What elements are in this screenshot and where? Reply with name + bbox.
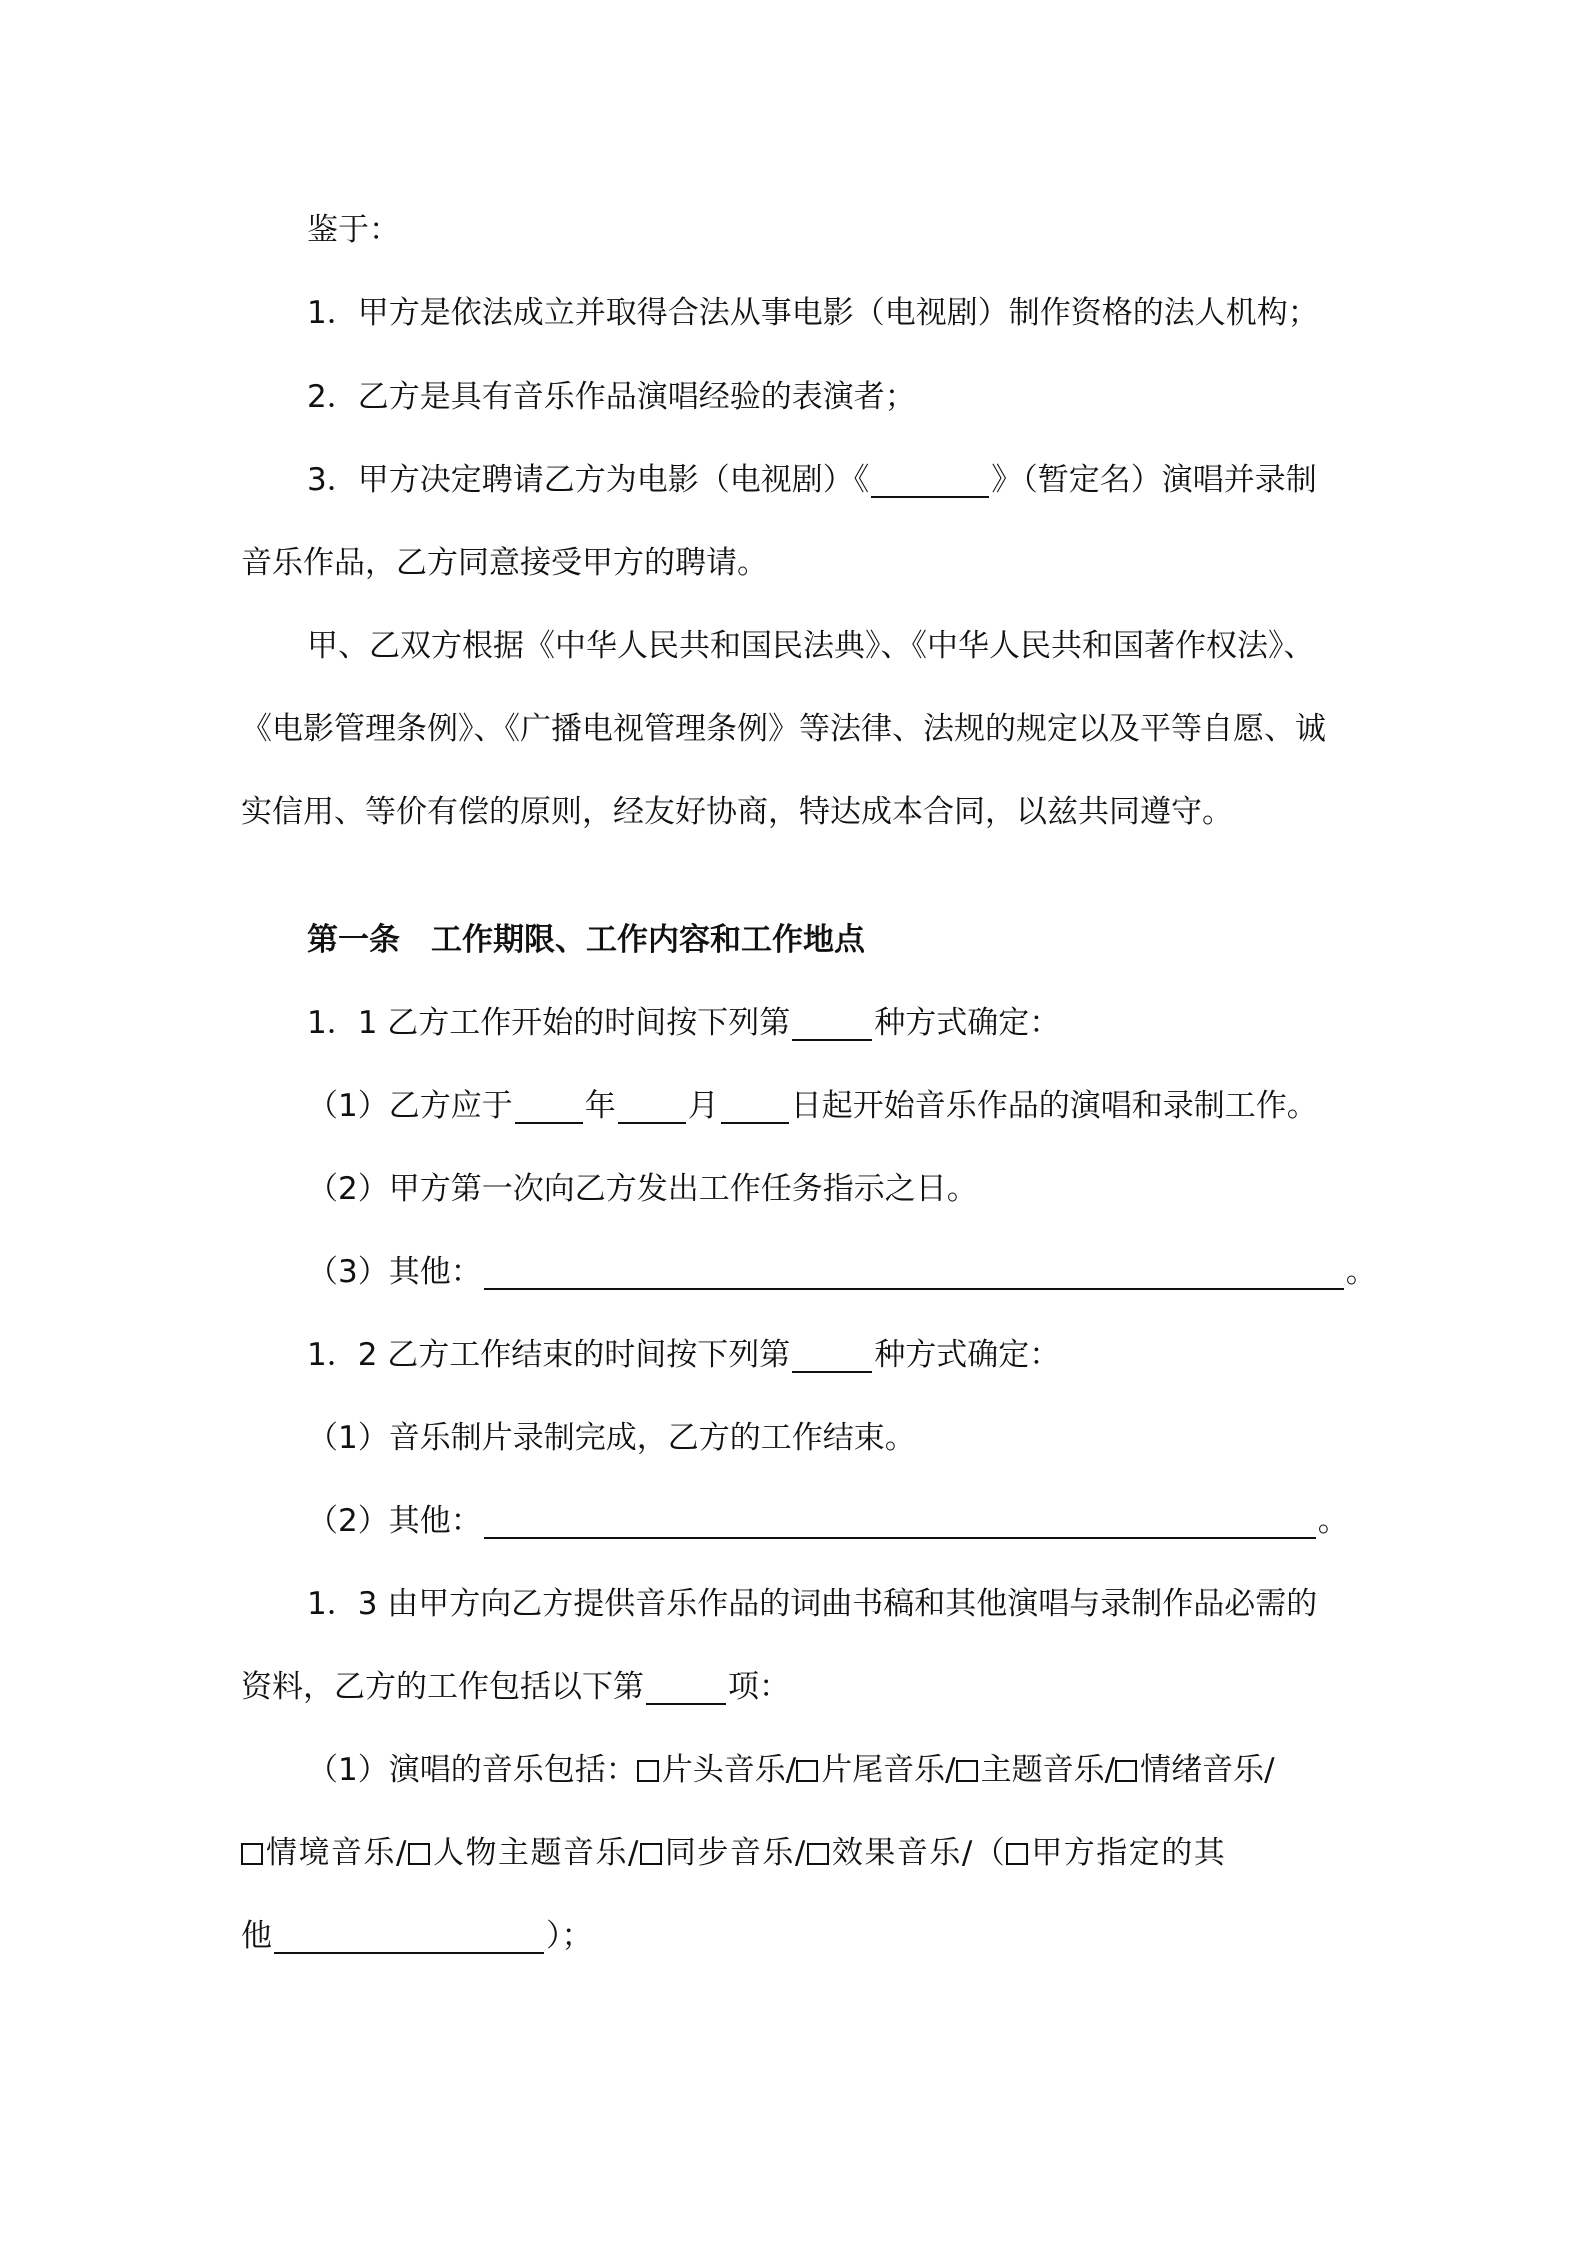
clause-1-3-line-2 (241, 1665, 1361, 1709)
clause-1-3-text-a: 资料，乙方的工作包括以下第 (241, 1669, 644, 1705)
character-theme-checkbox[interactable] (408, 1843, 430, 1865)
basis-line-3: 实信用、等价有偿的原则，经友好协商，特达成本合同，以兹共同遵守。 (241, 794, 1233, 830)
end-other-blank[interactable] (484, 1501, 1316, 1539)
music-types-line-1 (307, 1748, 1367, 1792)
mood-music-checkbox[interactable] (1115, 1760, 1137, 1782)
closing-paren: ）； (546, 1918, 593, 1954)
end-option-2 (307, 1499, 1367, 1543)
other-designated-checkbox[interactable] (1006, 1843, 1028, 1865)
whereas-heading: 鉴于： (307, 212, 400, 248)
music-types-line-2 (241, 1831, 1361, 1875)
recital-3-text-a: 3．甲方决定聘请乙方为电影（电视剧）《 (307, 462, 870, 498)
start-option-1-text-a: （1）乙方应于 (307, 1088, 513, 1124)
effect-music-label: 效果音乐/（ (831, 1835, 1007, 1871)
recital-1: 1．甲方是依法成立并取得合法从事电影（电视剧）制作资格的法人机构； (307, 295, 1319, 331)
start-option-1-text-b: 日起开始音乐作品的演唱和录制工作。 (790, 1088, 1318, 1124)
work-items-blank[interactable] (646, 1667, 726, 1705)
sync-music-label: 同步音乐/ (664, 1835, 807, 1871)
opening-music-label: 片头音乐/ (661, 1752, 797, 1788)
film-title-blank[interactable] (871, 460, 989, 498)
start-day-blank[interactable] (721, 1086, 789, 1124)
clause-1-2-text-b: 种方式确定： (874, 1337, 1061, 1373)
other-text: 他 (241, 1918, 272, 1954)
effect-music-checkbox[interactable] (807, 1843, 829, 1865)
start-month-blank[interactable] (618, 1086, 686, 1124)
month-label: 月 (687, 1088, 719, 1124)
ending-music-label: 片尾音乐/ (821, 1752, 956, 1788)
end-option-2-label: （2）其他： (307, 1503, 482, 1539)
clause-1-1 (307, 1001, 1367, 1045)
year-label: 年 (584, 1088, 616, 1124)
end-option-1: （1）音乐制片录制完成，乙方的工作结束。 (307, 1420, 916, 1456)
start-method-blank[interactable] (792, 1003, 872, 1041)
recital-3-line-1 (307, 458, 1367, 502)
start-other-blank[interactable] (484, 1252, 1344, 1290)
start-year-blank[interactable] (515, 1086, 583, 1124)
theme-music-checkbox[interactable] (956, 1760, 978, 1782)
character-theme-label: 人物主题音乐/ (432, 1835, 640, 1871)
end-option-2-period: 。 (1317, 1503, 1349, 1539)
other-designated-label: 甲方指定的其 (1031, 1835, 1227, 1871)
start-option-3-label: （3）其他： (307, 1254, 482, 1290)
end-method-blank[interactable] (792, 1335, 872, 1373)
recital-2: 2．乙方是具有音乐作品演唱经验的表演者； (307, 379, 916, 415)
clause-1-2 (307, 1333, 1367, 1377)
clause-1-3-text-b: 项： (728, 1669, 790, 1705)
clause-1-1-text-a: 1．1 乙方工作开始的时间按下列第 (307, 1005, 791, 1041)
mood-music-label: 情绪音乐/ (1140, 1752, 1275, 1788)
clause-1-2-text-a: 1．2 乙方工作结束的时间按下列第 (307, 1337, 791, 1373)
basis-line-2: 《电影管理条例》、《广播电视管理条例》等法律、法规的规定以及平等自愿、诚 (241, 711, 1326, 747)
recital-3-text-b: 》（暂定名）演唱并录制 (991, 462, 1317, 498)
music-types-label: （1）演唱的音乐包括： (307, 1752, 637, 1788)
other-music-blank[interactable] (274, 1916, 544, 1954)
opening-music-checkbox[interactable] (637, 1760, 659, 1782)
clause-1-3-line-1: 1．3 由甲方向乙方提供音乐作品的词曲书稿和其他演唱与录制作品必需的 (307, 1586, 1318, 1622)
music-types-line-3 (241, 1914, 1361, 1958)
start-option-3 (307, 1250, 1377, 1294)
situation-music-label: 情境音乐/ (266, 1835, 408, 1871)
sync-music-checkbox[interactable] (640, 1843, 662, 1865)
recital-3-line-2: 音乐作品，乙方同意接受甲方的聘请。 (241, 545, 768, 581)
start-option-1 (307, 1084, 1367, 1128)
article-1-heading: 第一条 工作期限、工作内容和工作地点 (307, 922, 865, 958)
basis-line-1: 甲、乙双方根据《中华人民共和国民法典》、《中华人民共和国著作权法》、 (307, 628, 1315, 664)
start-option-3-period: 。 (1345, 1254, 1377, 1290)
start-option-2: （2）甲方第一次向乙方发出工作任务指示之日。 (307, 1171, 978, 1207)
clause-1-1-text-b: 种方式确定： (874, 1005, 1061, 1041)
ending-music-checkbox[interactable] (796, 1760, 818, 1782)
theme-music-label: 主题音乐/ (980, 1752, 1116, 1788)
situation-music-checkbox[interactable] (241, 1843, 263, 1865)
